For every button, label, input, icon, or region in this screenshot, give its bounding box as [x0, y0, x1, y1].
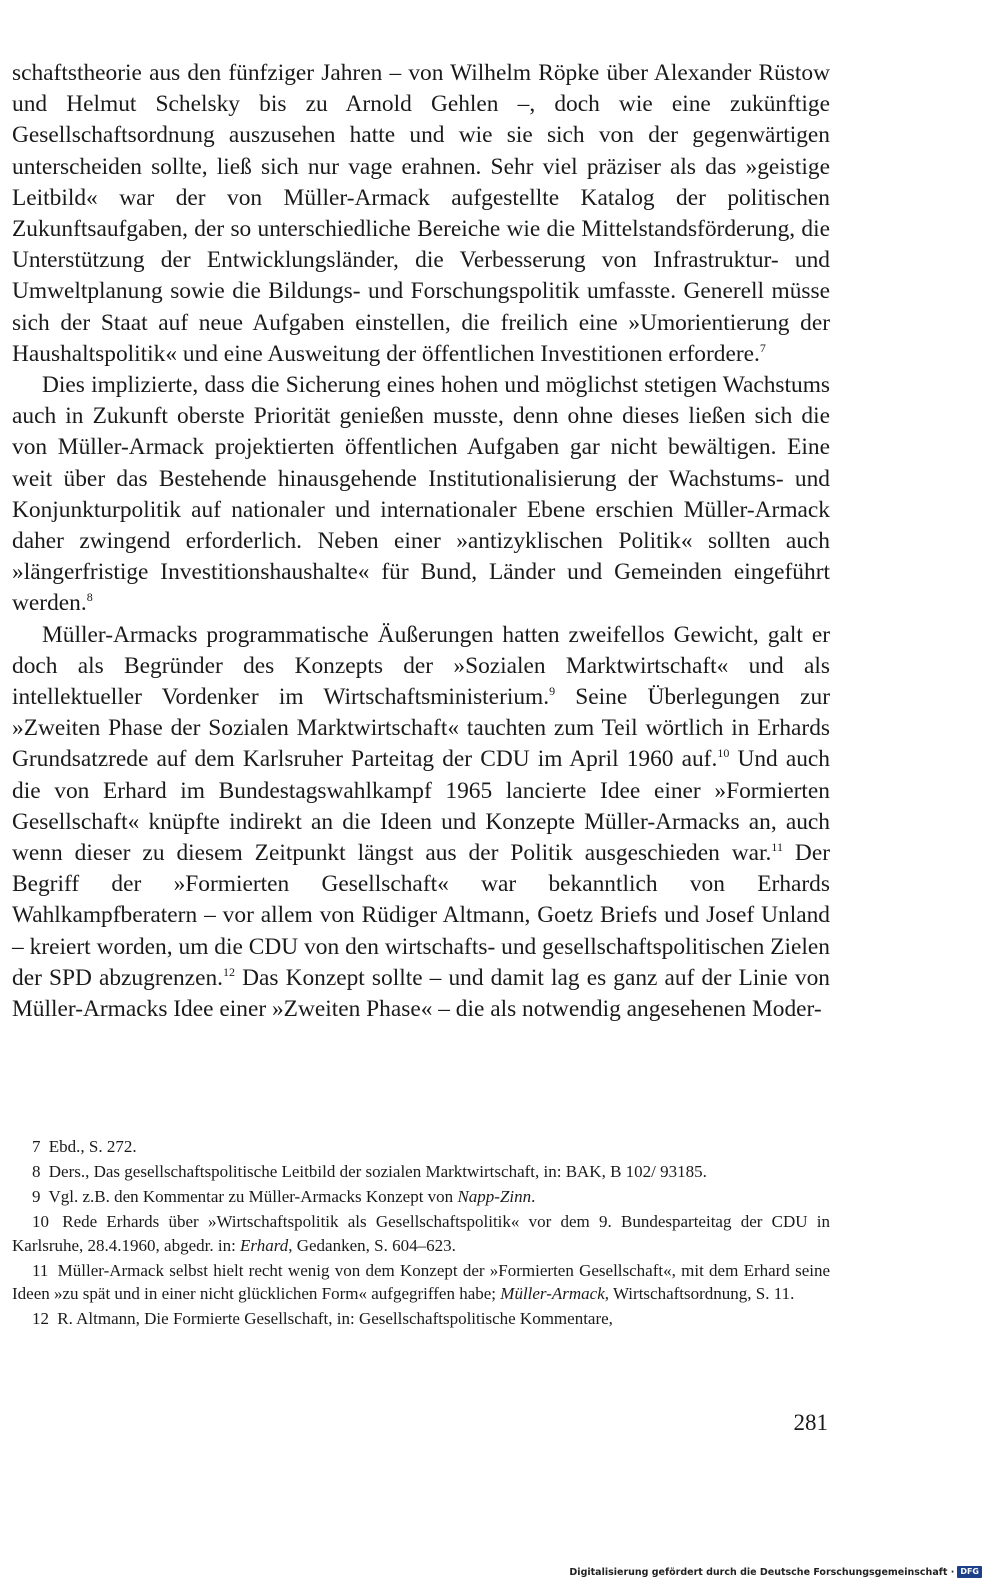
footnote-ref: 9	[549, 684, 556, 699]
text-run: , Wirtschaftsordnung, S. 11.	[604, 1284, 795, 1303]
footnote-number: 12	[32, 1309, 49, 1328]
text-run: Müller-Armack selbst hielt recht wenig von dem Konzept der »Formierten Gesellschaft«, mit dem Erhard seine Ideen »zu spät und in einer nicht glücklichen Form« aufgegriffen habe;	[12, 1260, 831, 1303]
text-run: Ebd., S. 272.	[48, 1137, 137, 1156]
text-run: .	[531, 1187, 536, 1206]
text-run: Und auch die von Erhard im Bundestagswahlkampf 1965 lancierte Idee einer »Formierten Gesellschaft« knüpfte indirekt an die Ideen und Konzepte Müller-Armacks an, auch wenn dieser zu diesem Zeitpunkt längst aus der Politik ausgeschieden war.	[12, 746, 830, 867]
text-run: Der Begriff der »Formierten Gesellschaft« war bekanntlich von Erhards Wahlkampfberatern – vor allem von Rüdiger Altmann, Goetz Briefs und Josef Unland – kreiert worden, um die CDU von den wirtschafts- und gesellschaftspolitischen Zielen der SPD abzugrenzen.	[12, 840, 830, 991]
text-run: Müller-Armacks programmatische Äußerungen hatten zweifellos Gewicht, galt er doch als Begründer des Konzepts der »Sozialen Marktwirtschaft« und als intellektueller Vordenker im Wirtschaftsministerium.	[12, 621, 830, 711]
body-text	[12, 58, 830, 1025]
text-run: , Gedanken, S. 604–623.	[288, 1235, 456, 1255]
dfg-logo-icon: DFG	[957, 1566, 982, 1578]
footnote-number: 9	[32, 1187, 41, 1206]
footnote	[12, 1259, 830, 1306]
footnote	[12, 1185, 830, 1209]
italic-text: Erhard	[240, 1235, 289, 1255]
italic-text: Müller-Armack	[500, 1284, 605, 1303]
footnote-ref: 7	[759, 340, 766, 355]
digitization-notice	[569, 1566, 982, 1578]
footnote-number: 10	[32, 1212, 49, 1231]
footnote-ref: 11	[771, 840, 783, 855]
text-run: schaftstheorie aus den fünfziger Jahren – von Wilhelm Röpke über Alexander Rüstow und Helmut Schelsky bis zu Arnold Gehlen –, doch wie eine zukünftige Gesellschaftsordnung auszusehen hatte und wie sie sich von der gegenwärtigen unterscheiden sollte, ließ sich nur vage erahnen. Sehr viel präziser als das »geistige Leitbild« war der von Müller-Armack aufgestellte Katalog der politischen Zukunftsaufgaben, der so unterschiedliche Bereiche wie die Mittelstandsförderung, die Unterstützung der Entwicklungsländer, die Verbesserung von Infrastruktur- und Umweltplanung sowie die Bildungs- und Forschungspolitik umfasste. Generell müsse sich der Staat auf neue Aufgaben einstellen, die freilich eine »Umorientierung der Haushaltspolitik« und eine Ausweitung der öffentlichen Investitionen erfordere.	[12, 60, 830, 367]
paragraph	[12, 620, 830, 1026]
footnote-ref: 8	[86, 590, 93, 605]
footnote-ref: 10	[717, 746, 730, 761]
footnote	[12, 1135, 830, 1159]
italic-text: Napp-Zinn	[457, 1187, 532, 1206]
footnote	[12, 1210, 830, 1257]
footnote	[12, 1307, 830, 1331]
text-run: Rede Erhards über »Wirtschaftspolitik als Gesellschaftspolitik« vor dem 9. Bundesparteitag der CDU in Karlsruhe, 28.4.1960, abgedr. in:	[12, 1212, 830, 1255]
paragraph	[12, 58, 830, 370]
text-run: Seine Überlegungen zur »Zweiten Phase der Sozialen Marktwirtschaft« tauchten zum Teil wörtlich in Erhards Grundsatzrede auf dem Karlsruher Parteitag der CDU im April 1960 auf.	[12, 684, 830, 773]
text-run: Ders., Das gesellschaftspolitische Leitbild der sozialen Marktwirtschaft, in: BAK, B 102/ 93185.	[48, 1162, 707, 1181]
digitization-notice-text: Digitalisierung gefördert durch die Deutsche Forschungsgemeinschaft ·	[569, 1566, 955, 1578]
footnote-ref: 12	[223, 964, 235, 979]
footnote-number: 7	[32, 1137, 41, 1156]
footnote-number: 8	[32, 1162, 41, 1181]
text-run: Vgl. z.B. den Kommentar zu Müller-Armacks Konzept von	[48, 1187, 458, 1206]
page-number: 281	[793, 1410, 828, 1435]
text-run: Das Konzept sollte – und damit lag es ganz auf der Linie von Müller-Armacks Idee einer »Zweiten Phase« – die als notwendig angesehenen Moder-	[12, 964, 830, 1023]
footnote-number: 11	[32, 1260, 49, 1280]
text-run: Dies implizierte, dass die Sicherung eines hohen und möglichst stetigen Wachstums auch in Zukunft oberste Priorität genießen musste, denn ohne dieses ließen sich die von Müller-Armack projektierten öffentlichen Aufgaben gar nicht bewältigen. Eine weit über das Bestehende hinausgehende Institutionalisierung der Wachstums- und Konjunkturpolitik auf nationaler und internationaler Ebene erschien Müller-Armack daher zwingend erforderlich. Neben einer »antizyklischen Politik« sollten auch »längerfristige Investitionshaushalte« für Bund, Länder und Gemeinden eingeführt werden.	[12, 372, 830, 617]
paragraph	[12, 370, 830, 620]
footnote	[12, 1160, 830, 1184]
footnotes	[12, 1135, 830, 1332]
text-run: R. Altmann, Die Formierte Gesellschaft, in: Gesellschaftspolitische Kommentare,	[57, 1309, 613, 1328]
